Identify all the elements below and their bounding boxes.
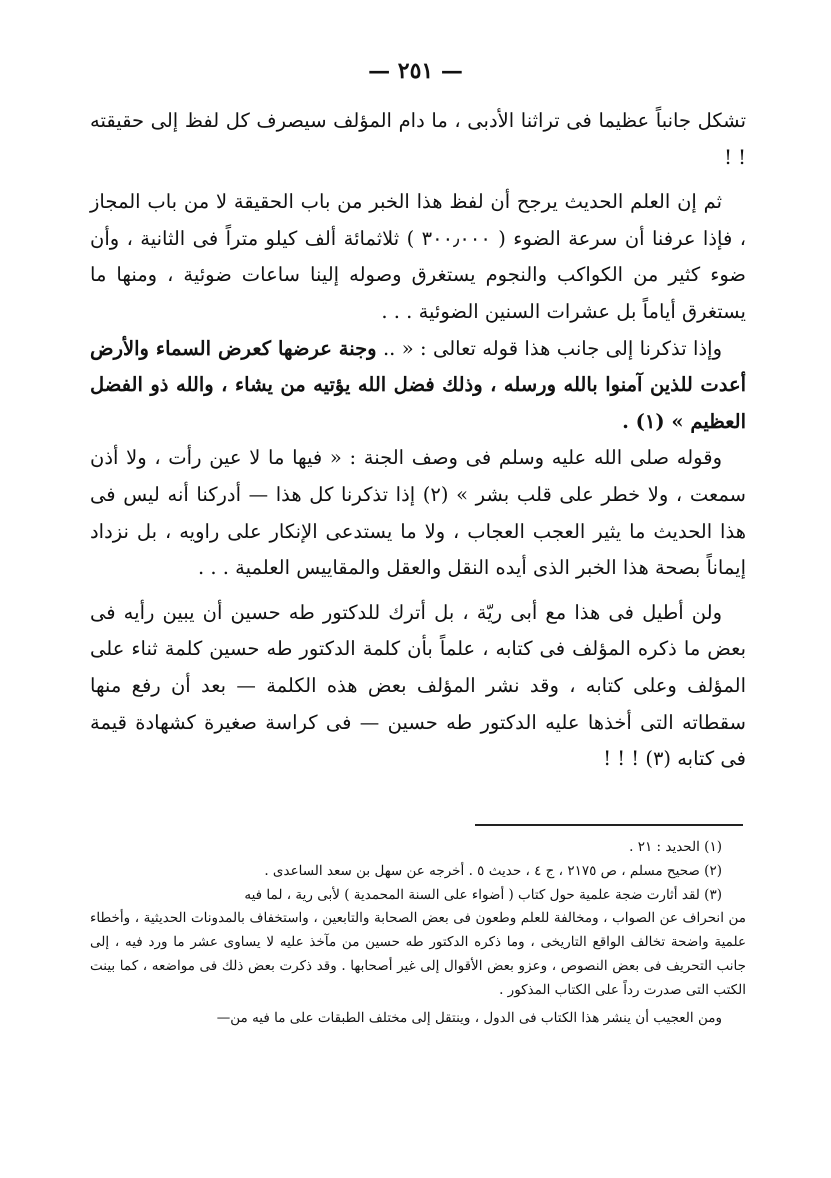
main-text	[90, 103, 746, 778]
footnote-2: (٢) صحيح مسلم ، ص ٢١٧٥ ، ج ٤ ، حديث ٥ . أخرجه عن سهل بن سعد الساعدى .	[264, 862, 722, 879]
paragraph-2: ثم إن العلم الحديث يرجح أن لفظ هذا الخبر من باب الحقيقة لا من باب المجاز ، فإذا عرفنا أن سرعة الضوء ( ٣٠٠٫٠٠٠ ) ثلاثمائة ألف كيلو متراً فى الثانية ، وأن ضوء كثير من الكواكب والنجوم يستغرق وصوله إلينا ساعات ضوئية ، ومنها ما يستغرق أياماً بل عشرات السنين الضوئية . . .	[90, 190, 746, 323]
footnote-1: (١) الحديد : ٢١ .	[629, 839, 722, 855]
footnote-3-last-line: ومن العجيب أن ينشر هذا الكتاب فى الدول ، وينتقل إلى مختلف الطبقات على ما فيه من—	[216, 1009, 722, 1026]
footnote-3-continued: من انحراف عن الصواب ، ومخالفة للعلم وطعون فى بعض الصحابة والتابعين ، واستخفاف بالمدونات الحديثية ، وأخطاء علمية واضحة تخالف الواقع التاريخى ، وما ذكره الدكتور طه حسين من مآخذ عليه لا يساوى عشر ما ورد فيه ، إلى جانب التحريف فى بعض النصوص ، وعزو بعض الأقوال إلى غير أصحابها . وقد ذكرت بعض ذلك فى مواضعه ، كما بينت الكتب التى صدرت رداً على الكتاب المذكور .	[90, 910, 746, 998]
footnotes	[90, 836, 746, 1030]
paragraph-3-end: » (١) .	[622, 409, 691, 433]
footnote-3: (٣) لقد أثارت ضجة علمية حول كتاب ( أضواء على السنة المحمدية ) لأبى رية ، لما فيه	[244, 886, 722, 903]
footnote-divider	[475, 824, 743, 826]
paragraph-4: وقوله صلى الله عليه وسلم فى وصف الجنة : « فيها ما لا عين رأت ، ولا أذن سمعت ، ولا خطر على قلب بشر » (٢) إذا تذكرنا كل هذا — أدركنا أنه ليس فى هذا الحديث ما يثير العجب العجاب ، ولا ما يستدعى الإنكار على راويه ، بل نزداد إيماناً بصحة هذا الخبر الذى أيده النقل والعقل والمقاييس العلمية . . .	[90, 446, 746, 580]
paragraph-5: ولن أطيل فى هذا مع أبى ريّة ، بل أترك للدكتور طه حسين أن يبين رأيه فى بعض ما ذكره المؤلف فى كتابه ، علماً بأن كلمة الدكتور طه حسين كلمة ثناء على المؤلف وعلى كتابه ، وقد نشر المؤلف بعض هذه الكلمة — بعد أن رفع منها سقطاته التى أخذها عليه الدكتور طه حسين — فى كراسة صغيرة كشهادة قيمة فى كتابه (٣) ! ! !	[90, 600, 746, 771]
paragraph-1: تشكل جانباً عظيما فى تراثنا الأدبى ، ما دام المؤلف سيصرف كل لفظ إلى حقيقته ! !	[90, 109, 746, 169]
paragraph-3	[90, 331, 746, 441]
page-number: — ٢٥١ —	[368, 58, 463, 84]
paragraph-3-intro: وإذا تذكرنا إلى جانب هذا قوله تعالى : « ..	[376, 336, 722, 360]
quran-quote: وجنة عرضها كعرض السماء والأرض أعدت للذين آمنوا بالله ورسله ، وذلك فضل الله يؤتيه من يشاء ، والله ذو الفضل العظيم	[90, 336, 746, 433]
